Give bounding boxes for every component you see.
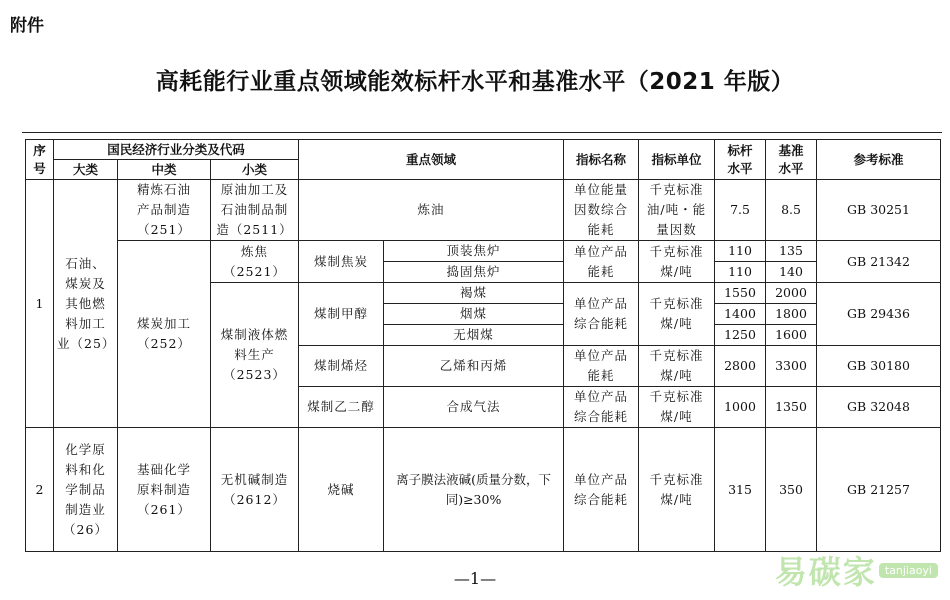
reference-standard: GB 21342 — [817, 241, 941, 283]
watermark-tag: tanjiaoyi — [879, 563, 938, 578]
table-row — [26, 180, 941, 241]
col-baseline-header: 基准 水平 — [766, 140, 817, 180]
col-reference-header: 参考标准 — [817, 140, 941, 180]
sub-area-cell: 合成气法 — [384, 387, 564, 428]
key-area-cell: 炼油 — [299, 180, 564, 241]
sub-area-cell: 烟煤 — [384, 304, 564, 325]
indicator-unit-cell: 千克标准 油/吨・能 量因数 — [639, 180, 715, 241]
indicator-name-cell: 单位产品 综合能耗 — [564, 387, 639, 428]
minor-category-cell: 原油加工及 石油制品制 造（2511） — [211, 180, 299, 241]
indicator-name-cell: 单位产品 能耗 — [564, 346, 639, 387]
col-indicator-name-header: 指标名称 — [564, 140, 639, 180]
sub-area-cell: 捣固焦炉 — [384, 262, 564, 283]
watermark-logo — [775, 547, 938, 593]
major-category-cell: 化学原 料和化 学制品 制造业 （26） — [54, 428, 118, 552]
benchmark-value: 1400 — [715, 304, 766, 325]
baseline-value: 1800 — [766, 304, 817, 325]
baseline-value: 1350 — [766, 387, 817, 428]
col-medium-header: 中类 — [118, 160, 211, 180]
key-area-cell: 煤制焦炭 — [299, 241, 384, 283]
benchmark-value: 110 — [715, 262, 766, 283]
reference-standard: GB 30251 — [817, 180, 941, 241]
col-benchmark-header: 标杆 水平 — [715, 140, 766, 180]
key-area-cell: 煤制甲醇 — [299, 283, 384, 346]
baseline-value: 3300 — [766, 346, 817, 387]
table-row — [26, 428, 941, 552]
indicator-unit-cell: 千克标准 煤/吨 — [639, 346, 715, 387]
key-area-cell: 煤制烯烃 — [299, 346, 384, 387]
sub-area-cell: 褐煤 — [384, 283, 564, 304]
baseline-value: 8.5 — [766, 180, 817, 241]
benchmark-value: 110 — [715, 241, 766, 262]
benchmark-value: 1250 — [715, 325, 766, 346]
reference-standard: GB 21257 — [817, 428, 941, 552]
benchmark-value: 315 — [715, 428, 766, 552]
indicator-unit-cell: 千克标准 煤/吨 — [639, 428, 715, 552]
seq-cell: 1 — [26, 180, 54, 428]
col-major-header: 大类 — [54, 160, 118, 180]
col-minor-header: 小类 — [211, 160, 299, 180]
reference-standard: GB 32048 — [817, 387, 941, 428]
minor-category-cell: 煤制液体燃 料生产 （2523） — [211, 283, 299, 428]
sub-area-cell: 乙烯和丙烯 — [384, 346, 564, 387]
baseline-value: 350 — [766, 428, 817, 552]
key-area-cell: 煤制乙二醇 — [299, 387, 384, 428]
benchmark-value: 7.5 — [715, 180, 766, 241]
baseline-value: 2000 — [766, 283, 817, 304]
key-area-cell: 烧碱 — [299, 428, 384, 552]
indicator-name-cell: 单位产品 综合能耗 — [564, 283, 639, 346]
minor-category-cell: 炼焦（2521） — [211, 241, 299, 283]
table-header-row — [26, 140, 941, 160]
col-key-area-header: 重点领域 — [299, 140, 564, 180]
benchmark-value: 1000 — [715, 387, 766, 428]
indicator-name-cell: 单位产品 综合能耗 — [564, 428, 639, 552]
indicator-unit-cell: 千克标准 煤/吨 — [639, 283, 715, 346]
baseline-value: 1600 — [766, 325, 817, 346]
col-seq-header: 序 号 — [26, 140, 54, 180]
reference-standard: GB 29436 — [817, 283, 941, 346]
medium-category-cell: 基础化学 原料制造 （261） — [118, 428, 211, 552]
seq-cell: 2 — [26, 428, 54, 552]
indicator-name-cell: 单位产品 能耗 — [564, 241, 639, 283]
indicator-unit-cell: 千克标准 煤/吨 — [639, 387, 715, 428]
major-category-cell: 石油、 煤炭及 其他燃 料加工 业（25） — [54, 180, 118, 428]
baseline-value: 135 — [766, 241, 817, 262]
minor-category-cell: 无机碱制造 （2612） — [211, 428, 299, 552]
medium-category-cell: 精炼石油 产品制造 （251） — [118, 180, 211, 241]
indicator-name-cell: 单位能量 因数综合 能耗 — [564, 180, 639, 241]
sub-area-cell: 离子膜法液碱(质量分数，下 同)≥30% — [384, 428, 564, 552]
page-title: 高耗能行业重点领域能效标杆水平和基准水平（2021 年版） — [155, 69, 795, 95]
table-row — [26, 241, 941, 262]
indicator-unit-cell: 千克标准 煤/吨 — [639, 241, 715, 283]
reference-standard: GB 30180 — [817, 346, 941, 387]
watermark-text: 易碳家 — [774, 553, 877, 591]
page-number: —1— — [453, 569, 497, 588]
col-classification-header: 国民经济行业分类及代码 — [54, 140, 299, 160]
benchmark-value: 1550 — [715, 283, 766, 304]
energy-efficiency-table — [25, 139, 941, 552]
sub-area-cell: 无烟煤 — [384, 325, 564, 346]
top-divider — [22, 132, 942, 133]
medium-category-cell: 煤炭加工 （252） — [118, 241, 211, 428]
sub-area-cell: 顶装焦炉 — [384, 241, 564, 262]
benchmark-value: 2800 — [715, 346, 766, 387]
col-indicator-unit-header: 指标单位 — [639, 140, 715, 180]
attachment-label: 附件 — [10, 16, 44, 36]
baseline-value: 140 — [766, 262, 817, 283]
